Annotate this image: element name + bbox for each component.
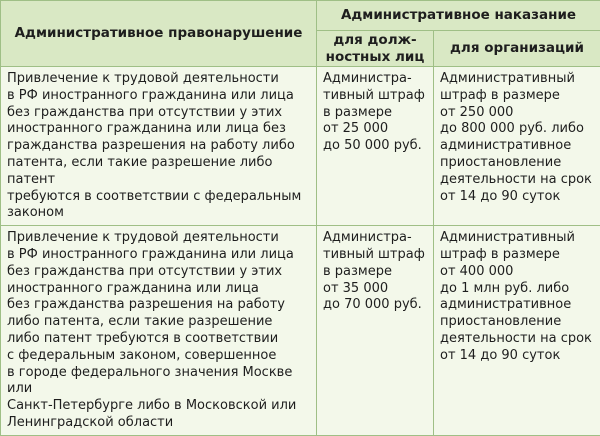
header-offense: Административное правонарушение bbox=[1, 1, 317, 67]
table-row bbox=[1, 226, 600, 436]
row-1-officials-text: Администра- тивный штраф в размере от 25 000 до 50 000 руб. bbox=[317, 67, 433, 158]
row-2-offense-text: Привлечение к трудовой деятельности в РФ иностранного гражданина или лица без гражданства при отсутствии у этих иностранного гражданина или лица без гражданства разрешения на работу либо патента, если такие разрешение либо патент требуются в соответствии с федеральным законом, совершенное в городе федерального значения Москве или Санкт-Петербурге либо в Московской или Ленинградской области bbox=[1, 226, 316, 435]
row-1-organizations-text: Административный штраф в размере от 250 000 до 800 000 руб. либо административное приостановление деятельности на срок от 14 до 90 суток bbox=[434, 67, 600, 208]
header-row-top bbox=[1, 1, 600, 31]
table-row bbox=[1, 67, 600, 226]
row-2-offense bbox=[1, 226, 317, 436]
row-2-officials bbox=[317, 226, 434, 436]
header-officials: для долж- ностных лиц bbox=[317, 31, 434, 67]
row-2-organizations-text: Административный штраф в размере от 400 000 до 1 млн руб. либо административное приостановление деятельности на срок от 14 до 90 суток bbox=[434, 226, 600, 367]
header-organizations: для организаций bbox=[434, 31, 600, 67]
row-1-officials bbox=[317, 67, 434, 226]
row-1-offense-text: Привлечение к трудовой деятельности в РФ иностранного гражданина или лица без гражданства при отсутствии у этих иностранного гражданина или лица без гражданства разрешения на работу либо патента, если такие разрешение либо патент требуются в соответствии с федеральным законом bbox=[1, 67, 316, 225]
row-2-organizations bbox=[434, 226, 600, 436]
row-2-officials-text: Администра- тивный штраф в размере от 35 000 до 70 000 руб. bbox=[317, 226, 433, 317]
row-1-organizations bbox=[434, 67, 600, 226]
row-1-offense bbox=[1, 67, 317, 226]
header-punishment: Административное наказание bbox=[317, 1, 600, 31]
